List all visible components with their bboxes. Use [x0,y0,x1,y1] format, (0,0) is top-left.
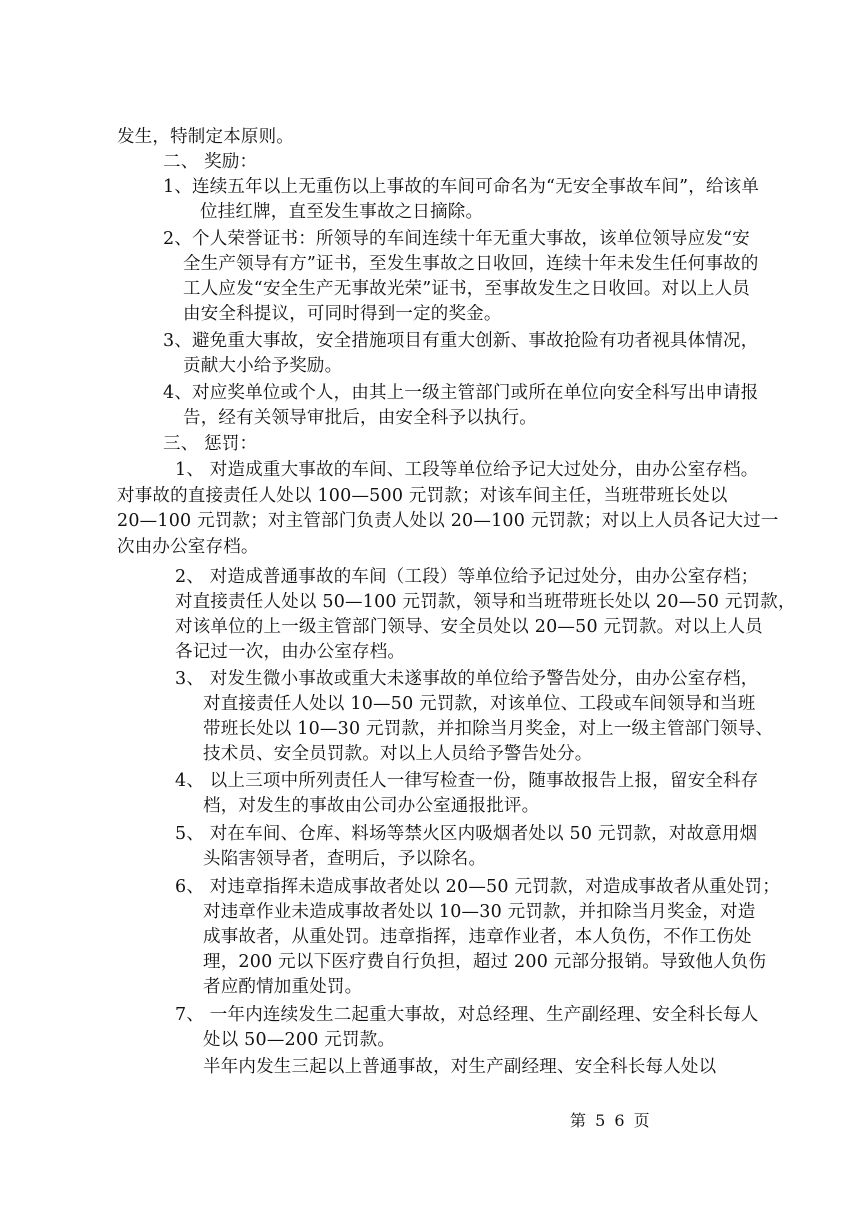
text-line-11: 4、对应奖单位或个人，由其上一级主管部门或所在单位向安全科写出申请报 [163,383,759,403]
text-line-7: 工人应发“安全生产无事故光荣”证书，至事故发生之日收回。对以上人员 [183,279,750,299]
text-line-4: 位挂红牌，直至发生事故之日摘除。 [200,202,484,222]
section-heading-rewards: 二、 奖励： [163,152,258,172]
text-line-28: 5、 对在车间、仓库、料场等禁火区内吸烟者处以 50 元罚款，对故意用烟 [175,824,758,844]
text-line-15: 对事故的直接责任人处以 100—500 元罚款；对该车间主任，当班带班长处以 [117,486,728,506]
text-line-16: 20—100 元罚款；对主管部门负责人处以 20—100 元罚款；对以上人员各记大过一 [117,511,779,531]
text-line-27: 档，对发生的事故由公司办公室通报批评。 [203,796,540,816]
page-number: 第 5 6 页 [570,1111,652,1130]
text-line-8: 由安全科提议，可同时得到一定的奖金。 [183,304,502,324]
text-line-32: 成事故者，从重处罚。违章指挥，违章作业者，本人负伤，不作工伤处 [203,927,752,947]
text-line-33: 理，200 元以下医疗费自行负担，超过 200 元部分报销。导致他人负伤 [203,952,767,972]
text-line-6: 全生产领导有方”证书，至发生事故之日收回，连续十年未发生任何事故的 [183,254,759,274]
text-line-12: 告，经有关领导审批后，由安全科予以执行。 [183,408,537,428]
text-line-5: 2、个人荣誉证书：所领导的车间连续十年无重大事故，该单位领导应发“安 [163,229,750,249]
text-line-23: 对直接责任人处以 10—50 元罚款，对该单位、工段或车间领导和当班 [203,694,756,714]
text-line-25: 技术员、安全员罚款。对以上人员给予警告处分。 [203,744,593,764]
text-line-17: 次由办公室存档。 [117,537,259,557]
text-line-24: 带班长处以 10—30 元罚款，并扣除当月奖金，对上一级主管部门领导、 [203,719,774,739]
text-line-21: 各记过一次，由办公室存档。 [175,642,406,662]
text-line-26: 4、 以上三项中所列责任人一律写检查一份，随事故报告上报，留安全科存 [175,771,759,791]
text-line-34: 者应酌情加重处罚。 [203,977,363,997]
section-heading-penalties: 三、 惩罚： [163,434,258,454]
text-line-10: 贡献大小给予奖励。 [183,356,343,376]
text-line-29: 头陷害领导者，查明后，予以除名。 [203,849,487,869]
text-line-22: 3、 对发生微小事故或重大未遂事故的单位给予警告处分，由办公室存档， [175,669,759,689]
text-line-35: 7、 一年内连续发生二起重大事故，对总经理、生产副经理、安全科长每人 [175,1005,759,1025]
text-line-20: 对该单位的上一级主管部门领导、安全员处以 20—50 元罚款。对以上人员 [175,617,763,637]
text-line-1: 发生，特制定本原则。 [117,127,294,147]
text-line-30: 6、 对违章指挥未造成事故者处以 20—50 元罚款，对造成事故者从重处罚； [175,877,780,897]
text-line-37: 半年内发生三起以上普通事故，对生产副经理、安全科长每人处以 [203,1057,717,1077]
text-line-18: 2、 对造成普通事故的车间（工段）等单位给予记过处分，由办公室存档； [175,567,759,587]
text-line-3: 1、连续五年以上无重伤以上事故的车间可命名为“无安全事故车间”，给该单 [163,177,760,197]
text-line-36: 处以 50—200 元罚款。 [203,1030,396,1050]
text-line-9: 3、避免重大事故，安全措施项目有重大创新、事故抢险有功者视具体情况， [163,331,759,351]
text-line-19: 对直接责任人处以 50—100 元罚款，领导和当班带班长处以 20—50 元罚款， [175,592,796,612]
text-line-14: 1、 对造成重大事故的车间、工段等单位给予记大过处分，由办公室存档。 [175,460,759,480]
text-line-31: 对违章作业未造成事故者处以 10—30 元罚款，并扣除当月奖金，对造 [203,902,756,922]
